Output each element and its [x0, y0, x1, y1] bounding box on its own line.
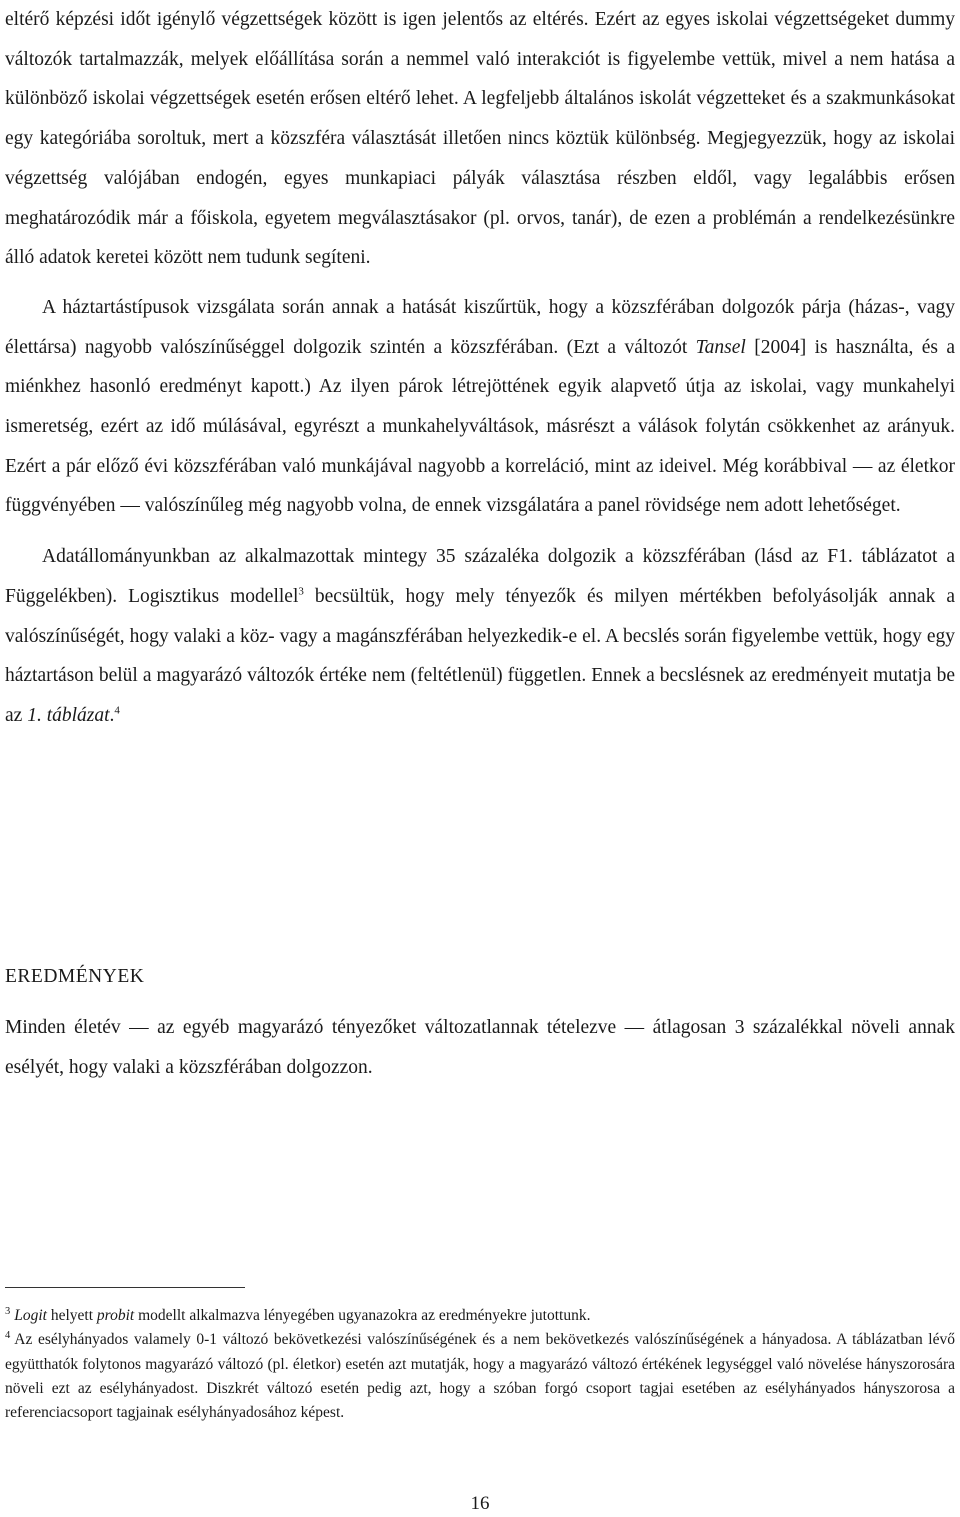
paragraph-dataset: Adatállományunkban az alkalmazottak mintegy 35 százaléka dolgozik a közszférában (lásd az F1. táblázatot a Függelékben). Logisztikus modellel$^3$ becsültük, hogy mely tényezők és milyen mértékben befolyásolják annak a valószínűségét, hogy valaki a köz- vagy a magánszférában helyezkedik-e el. A becslés során figyelembe vettük, hogy egy háztartáson belül a magyarázó változók értéke nem (feltétlenül) független. Ennek a becslésnek az eredményeit mutatja be az 1. táblázat.$^4$ — [5, 546, 956, 726]
section-heading: EREDMÉNYEK — [5, 966, 145, 987]
table-reference: 1. táblázat — [27, 704, 110, 726]
paragraph-results: Minden életév — az egyéb magyarázó tényezőket változatlannak tételezve — átlagosan 3 százalékkal növeli annak esélyét, hogy valaki a közszférában dolgozzon. — [5, 1017, 955, 1078]
author-citation: Tansel — [695, 336, 746, 358]
footnote-ref-4[interactable]: 4 — [114, 704, 120, 717]
footnote-separator — [5, 1287, 245, 1288]
footnotes — [5, 1304, 955, 1425]
paragraph-household-types: A háztartástípusok vizsgálata során annak a hatását kiszűrtük, hogy a közszférában dolgozók párja (házas-, vagy élettársa) nagyobb valószínűséggel dolgozik szintén a közszférában. (Ezt a változót Tansel [2004] is használta, és a miénkhez hasonló eredményt kapott.) Az ilyen párok létrejöttének egyik alapvető útja az iskolai, vagy munkahelyi ismeretség, ezért az idő múlásával, egyrészt a munkahelyváltások, másrészt a válások folytán csökkenhet az arányuk. Ezért a pár előző évi közszférában való munkájával nagyobb a korreláció, mint az ideivel. Még korábbival — az életkor függvényében — valószínűleg még nagyobb volna, de ennek vizsgálatára a panel rövidsége nem adott lehetőséget. — [5, 296, 955, 517]
body-text — [5, 0, 955, 736]
footnote-3: $^3$ Logit helyett probit modellt alkalmazva lényegében ugyanazokra az eredményekre jutottunk. — [5, 1305, 591, 1324]
paragraph-school-education: eltérő képzési időt igénylő végzettségek között is igen jelentős az eltérés. Ezért az egyes iskolai végzettségeket dummy változók tartalmazzák, melyek előállítása során a nemmel való interakciót is figyelembe vettük, mivel a nem hatása a különböző iskolai végzettségek esetén erősen eltérő lehet. A legfeljebb általános iskolát végzetteket és a szakmunkásokat egy kategóriába soroltuk, mert a közszféra választását illetően nincs köztük különbség. Megjegyezzük, hogy az iskolai végzettség valójában endogén, egyes munkapiaci pályák választása részben eldől, vagy legalábbis erősen meghatározódik már a főiskola, egyetem megválasztásakor (pl. orvos, tanár), de ezen a problémán a rendelkezésünkre álló adatok keretei között nem tudunk segíteni. — [5, 9, 955, 269]
footnote-4: $^4$ Az esélyhányados valamely 0-1 változó bekövetkezési valószínűségének és a nem bekövetkezés valószínűségének a hányadosa. A táblázatban lévő együtthatók folytonos magyarázó változó (pl. életkor) esetén azt mutatják, hogy a magyarázó változó értékének legységgel való növelése hányszorosára növeli ezt az esélyhányadost. Diszkrét változó esetén pedig azt, hogy a szóban forgó csoport tagjai esetében az esélyhányados hányszorosa a referenciacsoport tagjainak esélyhányadosához képest. — [5, 1330, 955, 1422]
page-number: 16 — [470, 1493, 490, 1514]
footnote-ref-3[interactable]: 3 — [298, 585, 304, 598]
